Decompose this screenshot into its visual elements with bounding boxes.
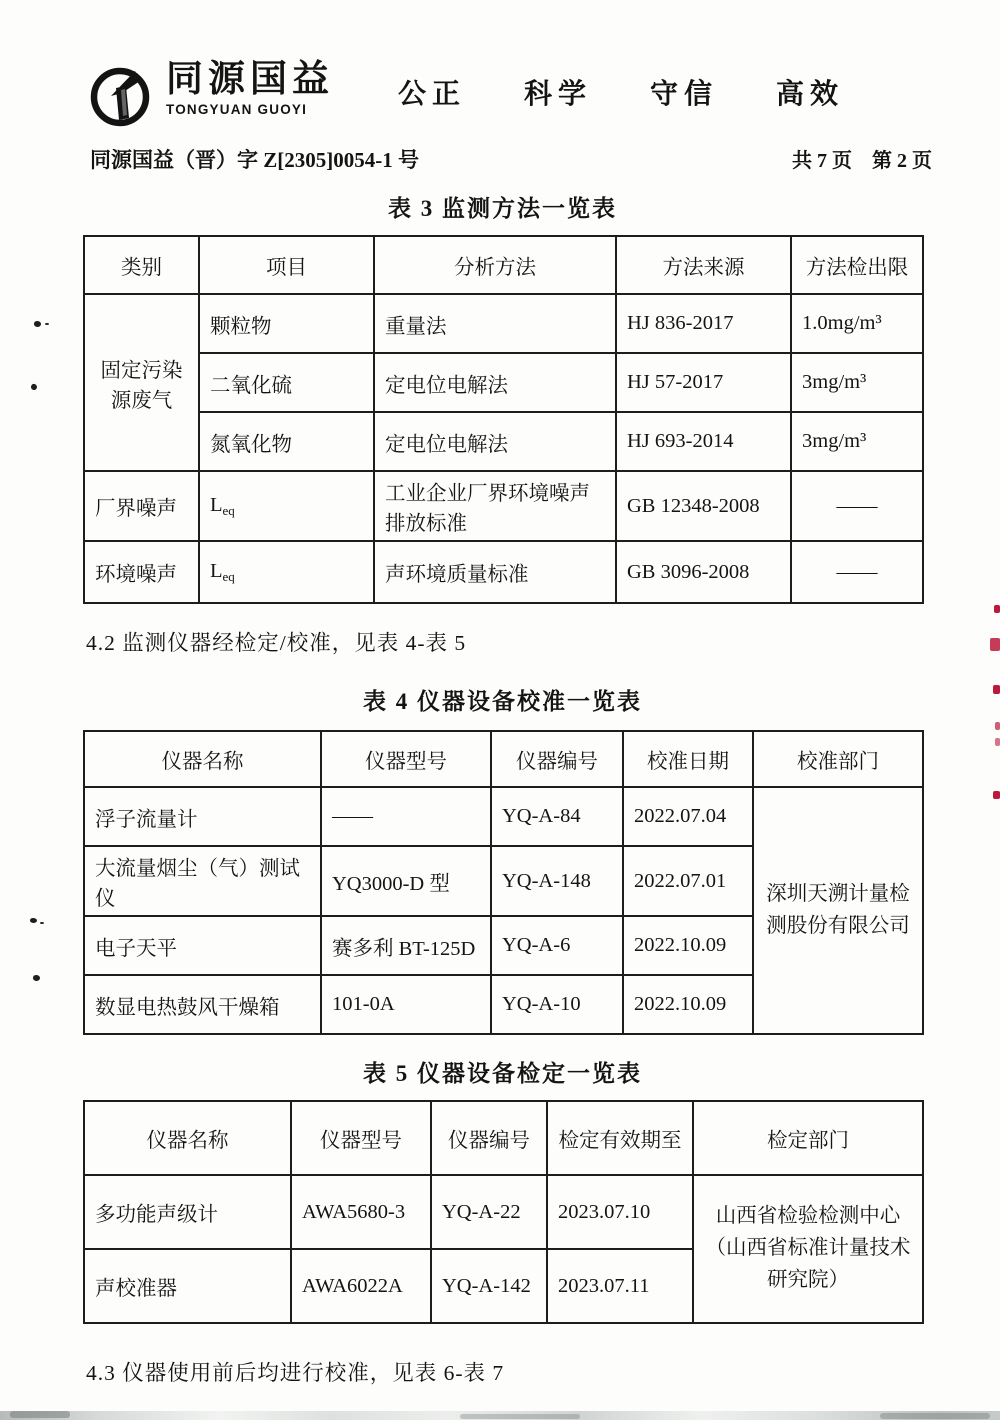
scan-edge-blob [880, 1413, 990, 1419]
cell-name: 声校准器 [84, 1249, 291, 1323]
header-instrument-serial: 仪器编号 [431, 1101, 547, 1175]
cell-method: 定电位电解法 [374, 353, 616, 412]
ink-speck [45, 323, 49, 325]
table4-title: 表 4 仪器设备校准一览表 [363, 689, 642, 714]
brand-text-block [166, 60, 334, 117]
stamp-mark-fragment [993, 791, 1000, 799]
document-number: 同源国益（晋）字 Z[2305]0054-1 号 [90, 148, 419, 172]
cell-date: 2022.10.09 [623, 975, 753, 1034]
leq-symbol: L [210, 559, 223, 582]
cell-name: 大流量烟尘（气）测试仪 [84, 846, 321, 916]
table-row [84, 541, 923, 603]
scan-edge-blob [10, 1411, 70, 1418]
stamp-mark-fragment [995, 738, 1000, 746]
header-calibration-dept: 校准部门 [753, 731, 923, 787]
ink-speck [34, 321, 41, 327]
table-row [84, 353, 923, 412]
cell-item: 二氧化硫 [199, 353, 374, 412]
cell-model: AWA6022A [291, 1249, 431, 1323]
header-calibration-date: 校准日期 [623, 731, 753, 787]
table-header-row [84, 731, 923, 787]
cell-limit: —— [791, 541, 923, 603]
ink-speck [33, 975, 40, 981]
ink-speck [30, 918, 37, 923]
cell-item: 氮氧化物 [199, 412, 374, 471]
cell-serial: YQ-A-148 [491, 846, 623, 916]
leq-subscript: eq [222, 568, 235, 584]
section-4-3-text: 4.3 仪器使用前后均进行校准，见表 6-表 7 [86, 1361, 505, 1385]
table-row [84, 1175, 923, 1249]
table-row [84, 412, 923, 471]
cell-model: 101-0A [321, 975, 491, 1034]
brand-name-cn: 同源国益 [166, 58, 334, 99]
slogan-efficiency: 高效 [776, 79, 845, 110]
cell-limit: —— [791, 471, 923, 541]
header-instrument-model: 仪器型号 [291, 1101, 431, 1175]
slogan-row [398, 60, 844, 112]
cell-name: 数显电热鼓风干燥箱 [84, 975, 321, 1034]
cell-category-boundary-noise: 厂界噪声 [84, 471, 199, 541]
cell-limit: 1.0mg/m³ [791, 294, 923, 353]
page-indicator: 共 7 页 第 2 页 [792, 150, 932, 172]
cell-source: HJ 57-2017 [616, 353, 791, 412]
ink-speck [40, 922, 44, 924]
header-instrument-name: 仪器名称 [84, 731, 321, 787]
header-item: 项目 [199, 236, 374, 294]
cell-name: 电子天平 [84, 916, 321, 975]
company-logo [88, 60, 334, 128]
cell-item-leq [199, 541, 374, 603]
cell-model: AWA5680-3 [291, 1175, 431, 1249]
slogan-fairness: 公正 [398, 79, 467, 110]
logo-icon [88, 60, 154, 128]
cell-item: 颗粒物 [199, 294, 374, 353]
scan-edge-blob [460, 1414, 580, 1419]
cell-source: GB 12348-2008 [616, 471, 791, 541]
cell-model: 赛多利 BT-125D [321, 916, 491, 975]
table-row [84, 294, 923, 353]
stamp-mark-fragment [993, 685, 1000, 694]
cell-category-ambient-noise: 环境噪声 [84, 541, 199, 603]
ink-speck [30, 383, 38, 391]
calibration-table [83, 730, 924, 1035]
header-detection-limit: 方法检出限 [791, 236, 923, 294]
section-4-2-text: 4.2 监测仪器经检定/校准，见表 4-表 5 [86, 631, 467, 655]
table3-title: 表 3 监测方法一览表 [388, 196, 617, 221]
cell-serial: YQ-A-84 [491, 787, 623, 846]
verification-table [83, 1100, 924, 1324]
header-valid-until: 检定有效期至 [547, 1101, 693, 1175]
header-category: 类别 [84, 236, 199, 294]
monitoring-methods-table [83, 235, 924, 604]
header-instrument-serial: 仪器编号 [491, 731, 623, 787]
leq-symbol: L [210, 493, 223, 516]
cell-limit: 3mg/m³ [791, 412, 923, 471]
header-instrument-name: 仪器名称 [84, 1101, 291, 1175]
cell-verification-dept: 山西省检验检测中心（山西省标准计量技术研究院） [693, 1175, 923, 1323]
cell-limit: 3mg/m³ [791, 353, 923, 412]
table5-title: 表 5 仪器设备检定一览表 [363, 1061, 642, 1086]
cell-serial: YQ-A-10 [491, 975, 623, 1034]
header-method-source: 方法来源 [616, 236, 791, 294]
header-analysis-method: 分析方法 [374, 236, 616, 294]
cell-source: HJ 693-2014 [616, 412, 791, 471]
table-row [84, 787, 923, 846]
cell-item-leq [199, 471, 374, 541]
cell-serial: YQ-A-6 [491, 916, 623, 975]
cell-date: 2022.07.01 [623, 846, 753, 916]
cell-category-gas: 固定污染源废气 [84, 294, 199, 471]
header-instrument-model: 仪器型号 [321, 731, 491, 787]
slogan-science: 科学 [524, 79, 593, 110]
cell-serial: YQ-A-142 [431, 1249, 547, 1323]
cell-date: 2023.07.11 [547, 1249, 693, 1323]
cell-method: 声环境质量标准 [374, 541, 616, 603]
table-row [84, 471, 923, 541]
cell-method: 定电位电解法 [374, 412, 616, 471]
header-verification-dept: 检定部门 [693, 1101, 923, 1175]
cell-name: 浮子流量计 [84, 787, 321, 846]
table-header-row [84, 1101, 923, 1175]
cell-date: 2022.10.09 [623, 916, 753, 975]
leq-subscript: eq [222, 502, 235, 518]
cell-model: —— [321, 787, 491, 846]
stamp-mark-fragment [990, 638, 1000, 651]
cell-source: GB 3096-2008 [616, 541, 791, 603]
cell-method: 工业企业厂界环境噪声排放标准 [374, 471, 616, 541]
stamp-mark-fragment [995, 722, 1000, 730]
table-header-row [84, 236, 923, 294]
cell-date: 2023.07.10 [547, 1175, 693, 1249]
cell-serial: YQ-A-22 [431, 1175, 547, 1249]
cell-name: 多功能声级计 [84, 1175, 291, 1249]
cell-calibration-dept: 深圳天溯计量检测股份有限公司 [753, 787, 923, 1034]
cell-method: 重量法 [374, 294, 616, 353]
brand-name-en: TONGYUAN GUOYI [166, 101, 308, 117]
cell-model: YQ3000-D 型 [321, 846, 491, 916]
cell-date: 2022.07.04 [623, 787, 753, 846]
cell-source: HJ 836-2017 [616, 294, 791, 353]
slogan-integrity: 守信 [650, 79, 719, 110]
report-header [88, 60, 1000, 128]
stamp-mark-fragment [994, 605, 1000, 613]
document-number-line [90, 144, 932, 174]
